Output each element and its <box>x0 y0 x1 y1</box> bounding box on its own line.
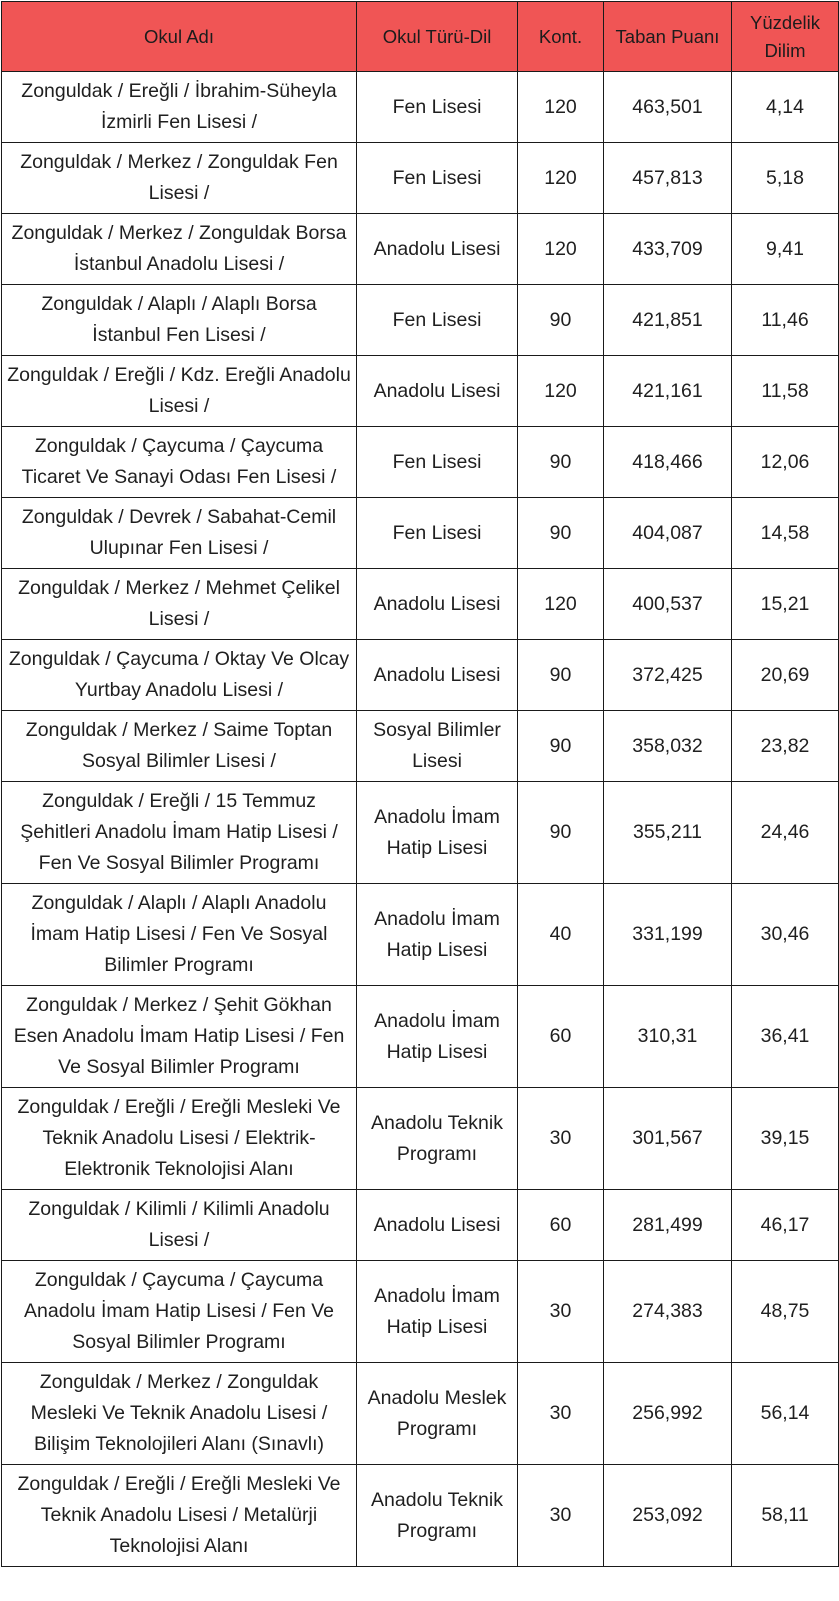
school-type-cell: Anadolu Lisesi <box>357 356 518 427</box>
table-row <box>2 1363 839 1465</box>
table-header <box>2 2 839 72</box>
percentile-cell: 12,06 <box>732 427 839 498</box>
table-row <box>2 711 839 782</box>
table-row <box>2 884 839 986</box>
percentile-cell: 5,18 <box>732 143 839 214</box>
school-type-cell: Anadolu İmam Hatip Lisesi <box>357 884 518 986</box>
percentile-cell: 36,41 <box>732 986 839 1088</box>
table-row <box>2 498 839 569</box>
base-score-cell: 418,466 <box>604 427 732 498</box>
base-score-cell: 331,199 <box>604 884 732 986</box>
base-score-cell: 358,032 <box>604 711 732 782</box>
table-row <box>2 143 839 214</box>
base-score-cell: 433,709 <box>604 214 732 285</box>
school-name-cell: Zonguldak / Merkez / Zonguldak Borsa İstanbul Anadolu Lisesi / <box>2 214 357 285</box>
quota-cell: 90 <box>518 427 604 498</box>
header-school-type: Okul Türü-Dil <box>357 2 518 72</box>
table-row <box>2 1261 839 1363</box>
school-type-cell: Sosyal Bilimler Lisesi <box>357 711 518 782</box>
quota-cell: 30 <box>518 1363 604 1465</box>
school-name-cell: Zonguldak / Alaplı / Alaplı Borsa İstanbul Fen Lisesi / <box>2 285 357 356</box>
percentile-cell: 48,75 <box>732 1261 839 1363</box>
school-name-cell: Zonguldak / Çaycuma / Oktay Ve Olcay Yurtbay Anadolu Lisesi / <box>2 640 357 711</box>
quota-cell: 60 <box>518 986 604 1088</box>
quota-cell: 90 <box>518 285 604 356</box>
table-row <box>2 782 839 884</box>
table-row <box>2 640 839 711</box>
school-name-cell: Zonguldak / Merkez / Mehmet Çelikel Lisesi / <box>2 569 357 640</box>
school-type-cell: Anadolu Lisesi <box>357 640 518 711</box>
base-score-cell: 253,092 <box>604 1465 732 1567</box>
base-score-cell: 310,31 <box>604 986 732 1088</box>
school-name-cell: Zonguldak / Merkez / Zonguldak Mesleki Ve Teknik Anadolu Lisesi / Bilişim Teknolojileri Alanı (Sınavlı) <box>2 1363 357 1465</box>
table-row <box>2 427 839 498</box>
quota-cell: 30 <box>518 1465 604 1567</box>
percentile-cell: 58,11 <box>732 1465 839 1567</box>
quota-cell: 120 <box>518 356 604 427</box>
quota-cell: 120 <box>518 72 604 143</box>
base-score-cell: 463,501 <box>604 72 732 143</box>
percentile-cell: 56,14 <box>732 1363 839 1465</box>
quota-cell: 120 <box>518 214 604 285</box>
school-name-cell: Zonguldak / Ereğli / 15 Temmuz Şehitleri Anadolu İmam Hatip Lisesi / Fen Ve Sosyal Bilimler Programı <box>2 782 357 884</box>
quota-cell: 30 <box>518 1088 604 1190</box>
table-row <box>2 1088 839 1190</box>
school-type-cell: Fen Lisesi <box>357 72 518 143</box>
quota-cell: 90 <box>518 498 604 569</box>
school-type-cell: Anadolu İmam Hatip Lisesi <box>357 1261 518 1363</box>
school-name-cell: Zonguldak / Ereğli / Kdz. Ereğli Anadolu Lisesi / <box>2 356 357 427</box>
school-name-cell: Zonguldak / Ereğli / Ereğli Mesleki Ve Teknik Anadolu Lisesi / Metalürji Teknolojisi Alanı <box>2 1465 357 1567</box>
quota-cell: 30 <box>518 1261 604 1363</box>
quota-cell: 60 <box>518 1190 604 1261</box>
base-score-cell: 372,425 <box>604 640 732 711</box>
school-type-cell: Anadolu Lisesi <box>357 569 518 640</box>
percentile-cell: 14,58 <box>732 498 839 569</box>
base-score-cell: 400,537 <box>604 569 732 640</box>
percentile-cell: 23,82 <box>732 711 839 782</box>
school-type-cell: Anadolu Lisesi <box>357 1190 518 1261</box>
table-row <box>2 285 839 356</box>
percentile-cell: 30,46 <box>732 884 839 986</box>
base-score-cell: 421,161 <box>604 356 732 427</box>
quota-cell: 120 <box>518 143 604 214</box>
quota-cell: 120 <box>518 569 604 640</box>
percentile-cell: 15,21 <box>732 569 839 640</box>
school-type-cell: Anadolu Teknik Programı <box>357 1465 518 1567</box>
header-quota: Kont. <box>518 2 604 72</box>
table-row <box>2 1465 839 1567</box>
table-row <box>2 356 839 427</box>
percentile-cell: 11,46 <box>732 285 839 356</box>
percentile-cell: 9,41 <box>732 214 839 285</box>
base-score-cell: 457,813 <box>604 143 732 214</box>
school-type-cell: Fen Lisesi <box>357 285 518 356</box>
table-row <box>2 214 839 285</box>
school-name-cell: Zonguldak / Merkez / Şehit Gökhan Esen Anadolu İmam Hatip Lisesi / Fen Ve Sosyal Bilimler Programı <box>2 986 357 1088</box>
table-row <box>2 569 839 640</box>
base-score-cell: 301,567 <box>604 1088 732 1190</box>
schools-table <box>1 1 839 1567</box>
school-name-cell: Zonguldak / Çaycuma / Çaycuma Anadolu İmam Hatip Lisesi / Fen Ve Sosyal Bilimler Programı <box>2 1261 357 1363</box>
school-type-cell: Fen Lisesi <box>357 498 518 569</box>
percentile-cell: 46,17 <box>732 1190 839 1261</box>
header-percentile: Yüzdelik Dilim <box>732 2 839 72</box>
school-name-cell: Zonguldak / Merkez / Saime Toptan Sosyal Bilimler Lisesi / <box>2 711 357 782</box>
school-name-cell: Zonguldak / Kilimli / Kilimli Anadolu Lisesi / <box>2 1190 357 1261</box>
school-name-cell: Zonguldak / Çaycuma / Çaycuma Ticaret Ve Sanayi Odası Fen Lisesi / <box>2 427 357 498</box>
school-type-cell: Anadolu Teknik Programı <box>357 1088 518 1190</box>
school-type-cell: Anadolu Lisesi <box>357 214 518 285</box>
percentile-cell: 24,46 <box>732 782 839 884</box>
school-type-cell: Anadolu İmam Hatip Lisesi <box>357 782 518 884</box>
quota-cell: 90 <box>518 640 604 711</box>
quota-cell: 90 <box>518 782 604 884</box>
header-base-score: Taban Puanı <box>604 2 732 72</box>
school-type-cell: Fen Lisesi <box>357 143 518 214</box>
header-school-name: Okul Adı <box>2 2 357 72</box>
quota-cell: 40 <box>518 884 604 986</box>
table-row <box>2 72 839 143</box>
percentile-cell: 4,14 <box>732 72 839 143</box>
base-score-cell: 256,992 <box>604 1363 732 1465</box>
school-name-cell: Zonguldak / Ereğli / Ereğli Mesleki Ve Teknik Anadolu Lisesi / Elektrik-Elektronik Teknolojisi Alanı <box>2 1088 357 1190</box>
base-score-cell: 274,383 <box>604 1261 732 1363</box>
table-row <box>2 986 839 1088</box>
percentile-cell: 39,15 <box>732 1088 839 1190</box>
quota-cell: 90 <box>518 711 604 782</box>
percentile-cell: 11,58 <box>732 356 839 427</box>
table-row <box>2 1190 839 1261</box>
school-type-cell: Anadolu İmam Hatip Lisesi <box>357 986 518 1088</box>
base-score-cell: 421,851 <box>604 285 732 356</box>
base-score-cell: 355,211 <box>604 782 732 884</box>
school-name-cell: Zonguldak / Devrek / Sabahat-Cemil Ulupınar Fen Lisesi / <box>2 498 357 569</box>
table-body <box>2 72 839 1567</box>
school-name-cell: Zonguldak / Ereğli / İbrahim-Süheyla İzmirli Fen Lisesi / <box>2 72 357 143</box>
percentile-cell: 20,69 <box>732 640 839 711</box>
header-row <box>2 2 839 72</box>
school-name-cell: Zonguldak / Alaplı / Alaplı Anadolu İmam Hatip Lisesi / Fen Ve Sosyal Bilimler Programı <box>2 884 357 986</box>
school-type-cell: Fen Lisesi <box>357 427 518 498</box>
base-score-cell: 404,087 <box>604 498 732 569</box>
school-type-cell: Anadolu Meslek Programı <box>357 1363 518 1465</box>
school-name-cell: Zonguldak / Merkez / Zonguldak Fen Lisesi / <box>2 143 357 214</box>
base-score-cell: 281,499 <box>604 1190 732 1261</box>
